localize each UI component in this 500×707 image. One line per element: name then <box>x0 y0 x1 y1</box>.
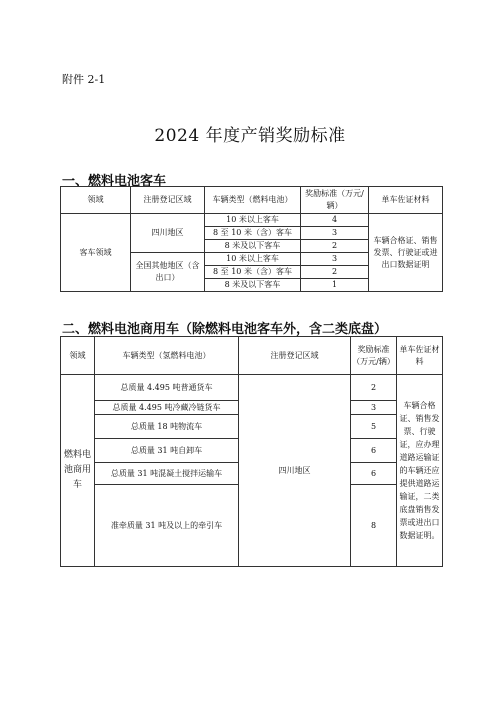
header-region: 注册登记区域 <box>239 337 351 375</box>
header-region: 注册登记区域 <box>131 187 205 214</box>
fuel-cell-bus-table <box>60 186 443 292</box>
reward-cell: 2 <box>301 240 369 253</box>
attachment-label: 附件 2-1 <box>62 73 106 86</box>
reward-cell: 2 <box>351 375 397 401</box>
vehicle-type-cell: 8 米及以下客车 <box>205 240 301 253</box>
evidence-cell: 车辆合格证、销售发票、行驶证，应办理道路运输证的车辆还应提供道路运输证，二类底盘销售发票或进出口数据证明。 <box>397 375 443 567</box>
table-header-row <box>61 187 443 214</box>
header-reward: 奖励标准（万元/辆） <box>351 337 397 375</box>
reward-cell: 8 <box>351 485 397 567</box>
reward-cell: 3 <box>301 253 369 266</box>
vehicle-type-cell: 准牵质量 31 吨及以上的牵引车 <box>95 485 239 567</box>
header-reward: 奖励标准（万元/辆） <box>301 187 369 214</box>
header-field: 领域 <box>61 187 131 214</box>
reward-cell: 6 <box>351 439 397 463</box>
evidence-cell: 车辆合格证、销售发票、行驶证或进出口数据证明 <box>369 214 443 292</box>
header-evidence: 单车佐证材料 <box>369 187 443 214</box>
reward-cell: 5 <box>351 415 397 439</box>
vehicle-type-cell: 总质量 31 吨混凝土搅拌运输车 <box>95 463 239 485</box>
reward-cell: 6 <box>351 463 397 485</box>
region-cell: 四川地区 <box>239 375 351 567</box>
reward-cell: 3 <box>351 401 397 415</box>
vehicle-type-cell: 总质量 18 吨物流车 <box>95 415 239 439</box>
reward-cell: 1 <box>301 279 369 292</box>
table-row <box>61 214 443 227</box>
reward-cell: 4 <box>301 214 369 227</box>
table-header-row <box>61 337 443 375</box>
fuel-cell-commercial-table <box>60 336 443 567</box>
reward-cell: 2 <box>301 266 369 279</box>
header-vehicle-type: 车辆类型（燃料电池） <box>205 187 301 214</box>
vehicle-type-cell: 总质量 4.495 吨普通货车 <box>95 375 239 401</box>
vehicle-type-cell: 10 米以上客车 <box>205 214 301 227</box>
field-cell: 燃料电池商用车 <box>61 375 95 567</box>
vehicle-type-cell: 8 至 10 米（含）客车 <box>205 227 301 240</box>
document-title: 2024 年度产销奖励标准 <box>154 126 346 146</box>
reward-cell: 3 <box>301 227 369 240</box>
vehicle-type-cell: 总质量 31 吨自卸车 <box>95 439 239 463</box>
header-vehicle-type: 车辆类型（氢燃料电池） <box>95 337 239 375</box>
field-cell: 客车领域 <box>61 214 131 292</box>
vehicle-type-cell: 总质量 4.495 吨冷藏冷链货车 <box>95 401 239 415</box>
vehicle-type-cell: 8 米及以下客车 <box>205 279 301 292</box>
section2-heading: 二、燃料电池商用车（除燃料电池客车外，含二类底盘） <box>62 322 388 337</box>
header-evidence: 单车佐证材料 <box>397 337 443 375</box>
table-row <box>61 375 443 401</box>
vehicle-type-cell: 8 至 10 米（含）客车 <box>205 266 301 279</box>
region-cell: 四川地区 <box>131 214 205 253</box>
header-field: 领域 <box>61 337 95 375</box>
vehicle-type-cell: 10 米以上客车 <box>205 253 301 266</box>
section1-heading: 一、燃料电池客车 <box>62 174 167 189</box>
region-cell: 全国其他地区（含出口） <box>131 253 205 292</box>
